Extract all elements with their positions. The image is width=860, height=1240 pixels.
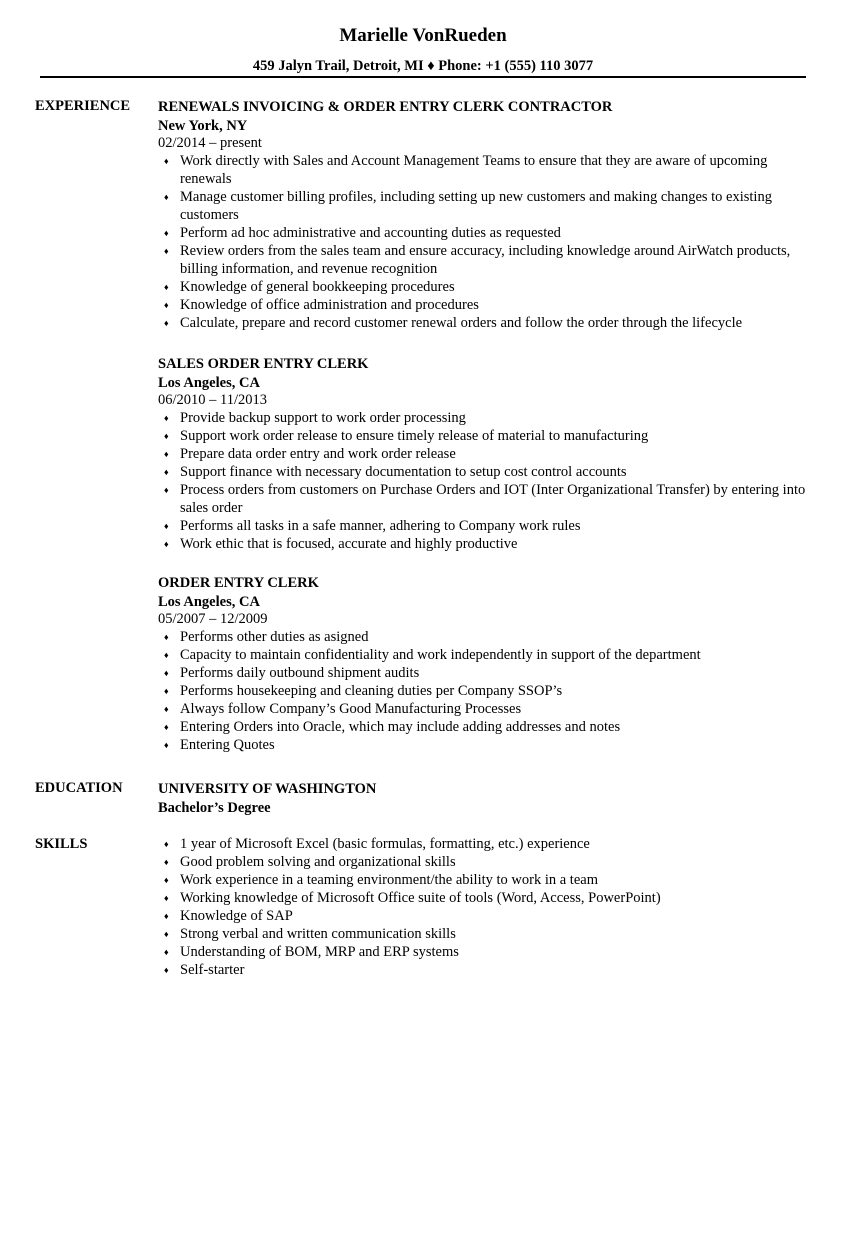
list-item: [158, 517, 808, 535]
job-location: Los Angeles, CA: [158, 594, 260, 610]
education-entry: [158, 779, 808, 817]
job-entry: [158, 97, 808, 332]
list-item-text: Always follow Company’s Good Manufacturing Processes: [180, 701, 522, 717]
list-item-text: Working knowledge of Microsoft Office suite of tools (Word, Access, PowerPoint): [180, 890, 661, 906]
bullet-icon: ♦: [164, 740, 169, 750]
bullet-icon: ♦: [164, 539, 169, 549]
list-item-text: Performs housekeeping and cleaning duties per Company SSOP’s: [180, 683, 563, 699]
job-entry: [158, 354, 808, 553]
bullet-icon: ♦: [164, 947, 169, 957]
list-item-text: Review orders from the sales team and ensure accuracy, including knowledge around AirWatch products, billing information, and revenue recognition: [180, 243, 791, 277]
bullet-icon: ♦: [164, 449, 169, 459]
list-item: [158, 889, 808, 907]
school-name: UNIVERSITY OF WASHINGTON: [158, 781, 377, 797]
contact-info: 459 Jalyn Trail, Detroit, MI ♦ Phone: +1 (555) 110 3077: [252, 58, 594, 74]
list-item: [158, 700, 808, 718]
job-dates: 02/2014 – present: [158, 135, 262, 151]
list-item: [158, 314, 808, 332]
job-location: New York, NY: [158, 118, 248, 134]
list-item-text: Entering Orders into Oracle, which may include adding addresses and notes: [180, 719, 621, 735]
bullet-icon: ♦: [164, 282, 169, 292]
bullet-icon: ♦: [164, 318, 169, 328]
job-duties-list: [158, 628, 808, 754]
list-item-text: Knowledge of general bookkeeping procedures: [180, 279, 455, 295]
header-divider: [40, 76, 806, 78]
bullet-icon: ♦: [164, 300, 169, 310]
list-item-text: Self-starter: [180, 962, 245, 978]
degree: Bachelor’s Degree: [158, 800, 271, 816]
list-item-text: Good problem solving and organizational skills: [180, 854, 456, 870]
list-item-text: Performs other duties as asigned: [180, 629, 369, 645]
list-item: [158, 682, 808, 700]
list-item: [158, 646, 808, 664]
job-dates: 05/2007 – 12/2009: [158, 611, 268, 627]
list-item-text: Support work order release to ensure timely release of material to manufacturing: [180, 428, 649, 444]
bullet-icon: ♦: [164, 911, 169, 921]
job-duties-list: [158, 409, 808, 553]
bullet-icon: ♦: [164, 192, 169, 202]
list-item-text: Work ethic that is focused, accurate and highly productive: [180, 536, 518, 552]
job-title: RENEWALS INVOICING & ORDER ENTRY CLERK CONTRACTOR: [158, 99, 613, 115]
list-item: [158, 835, 808, 853]
list-item-text: Calculate, prepare and record customer renewal orders and follow the order through the lifecycle: [180, 315, 743, 331]
section-label-experience: EXPERIENCE: [35, 98, 131, 114]
list-item-text: Performs all tasks in a safe manner, adhering to Company work rules: [180, 518, 581, 534]
bullet-icon: ♦: [164, 686, 169, 696]
section-label-education: EDUCATION: [35, 780, 123, 796]
list-item-text: Manage customer billing profiles, including setting up new customers and making changes to existing customers: [180, 189, 772, 223]
job-title: SALES ORDER ENTRY CLERK: [158, 356, 369, 372]
list-item: [158, 664, 808, 682]
list-item-text: Support finance with necessary documentation to setup cost control accounts: [180, 464, 627, 480]
list-item: [158, 427, 808, 445]
list-item-text: Strong verbal and written communication skills: [180, 926, 456, 942]
bullet-icon: ♦: [164, 521, 169, 531]
list-item: [158, 445, 808, 463]
list-item-text: Knowledge of SAP: [180, 908, 293, 924]
list-item: [158, 871, 808, 889]
skills-entry: [158, 835, 808, 979]
list-item: [158, 925, 808, 943]
list-item: [158, 224, 808, 242]
list-item-text: Prepare data order entry and work order release: [180, 446, 456, 462]
bullet-icon: ♦: [164, 413, 169, 423]
list-item: [158, 296, 808, 314]
bullet-icon: ♦: [164, 929, 169, 939]
section-label-skills: SKILLS: [35, 836, 88, 852]
job-title: ORDER ENTRY CLERK: [158, 575, 319, 591]
list-item-text: Perform ad hoc administrative and accounting duties as requested: [180, 225, 561, 241]
bullet-icon: ♦: [164, 965, 169, 975]
bullet-icon: ♦: [164, 893, 169, 903]
bullet-icon: ♦: [164, 857, 169, 867]
bullet-icon: ♦: [164, 632, 169, 642]
list-item-text: Knowledge of office administration and procedures: [180, 297, 479, 313]
list-item: [158, 853, 808, 871]
list-item: [158, 481, 808, 517]
list-item-text: 1 year of Microsoft Excel (basic formulas, formatting, etc.) experience: [180, 836, 590, 852]
list-item: [158, 907, 808, 925]
list-item-text: Work experience in a teaming environment/the ability to work in a team: [180, 872, 598, 888]
list-item: [158, 152, 808, 188]
bullet-icon: ♦: [164, 839, 169, 849]
bullet-icon: ♦: [164, 722, 169, 732]
skills-list: [158, 835, 808, 979]
list-item: [158, 242, 808, 278]
job-entry: [158, 573, 808, 754]
job-duties-list: [158, 152, 808, 332]
bullet-icon: ♦: [164, 156, 169, 166]
bullet-icon: ♦: [164, 431, 169, 441]
candidate-name: Marielle VonRueden: [339, 25, 507, 46]
bullet-icon: ♦: [164, 668, 169, 678]
list-item: [158, 463, 808, 481]
list-item-text: Understanding of BOM, MRP and ERP systems: [180, 944, 459, 960]
bullet-icon: ♦: [164, 228, 169, 238]
list-item-text: Work directly with Sales and Account Management Teams to ensure that they are aware of upcoming renewals: [180, 153, 768, 187]
bullet-icon: ♦: [164, 875, 169, 885]
bullet-icon: ♦: [164, 467, 169, 477]
list-item: [158, 628, 808, 646]
bullet-icon: ♦: [164, 650, 169, 660]
list-item: [158, 943, 808, 961]
list-item: [158, 718, 808, 736]
list-item: [158, 535, 808, 553]
list-item-text: Capacity to maintain confidentiality and work independently in support of the department: [180, 647, 701, 663]
list-item: [158, 188, 808, 224]
list-item: [158, 409, 808, 427]
bullet-icon: ♦: [164, 246, 169, 256]
list-item-text: Provide backup support to work order processing: [180, 410, 466, 426]
bullet-icon: ♦: [164, 485, 169, 495]
list-item-text: Entering Quotes: [180, 737, 275, 753]
job-location: Los Angeles, CA: [158, 375, 260, 391]
list-item: [158, 736, 808, 754]
list-item-text: Performs daily outbound shipment audits: [180, 665, 420, 681]
job-dates: 06/2010 – 11/2013: [158, 392, 268, 408]
list-item-text: Process orders from customers on Purchase Orders and IOT (Inter Organizational Transfer) by entering into sales order: [180, 482, 806, 516]
list-item: [158, 961, 808, 979]
bullet-icon: ♦: [164, 704, 169, 714]
list-item: [158, 278, 808, 296]
